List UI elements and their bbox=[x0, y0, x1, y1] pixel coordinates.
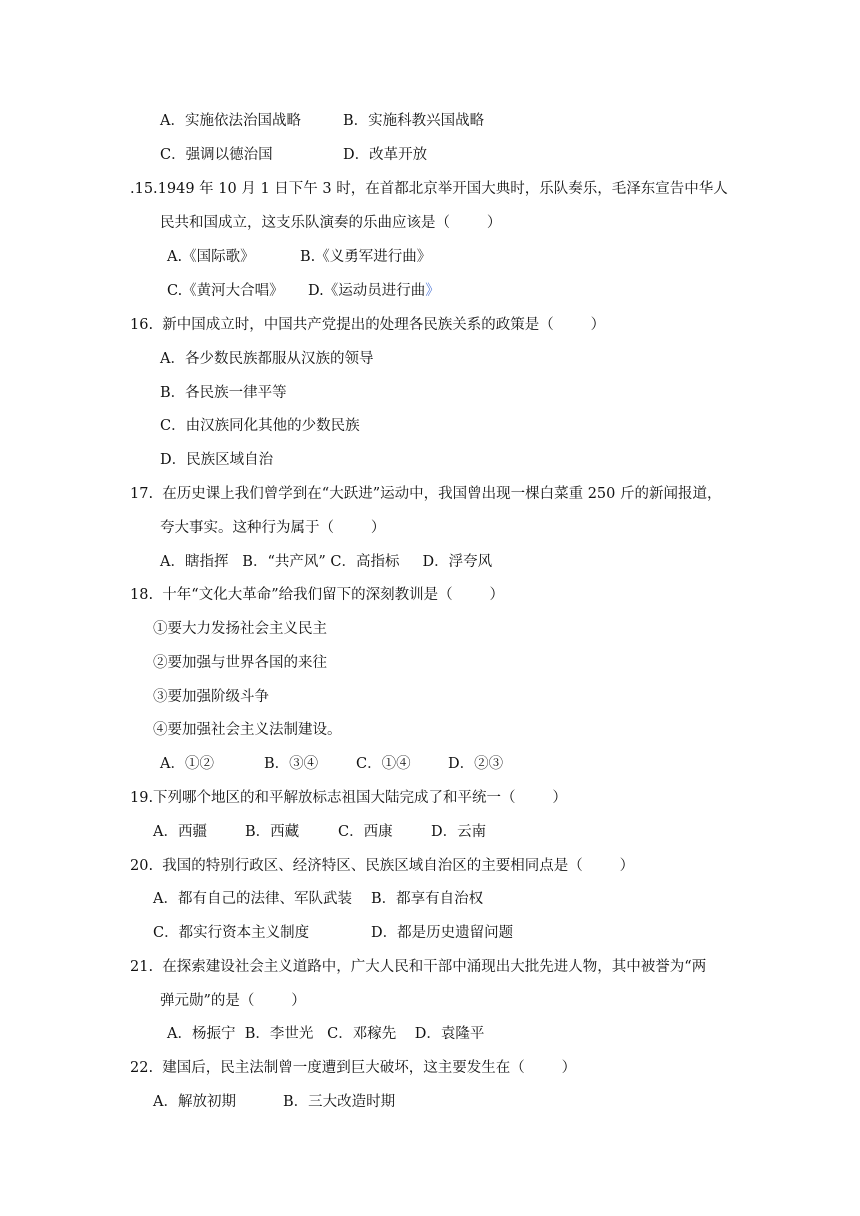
q18-option-a: A．①② bbox=[160, 756, 214, 772]
q22-stem: 22. 建国后，民主法制曾一度遭到巨大破坏，这主要发生在（ ） bbox=[130, 1060, 577, 1076]
q21-options: A．杨振宁 B．李世光 C．邓稼先 D．袁隆平 bbox=[167, 1026, 485, 1042]
q19-option-a: A．西疆 bbox=[153, 824, 207, 840]
q15-option-c: C.《黄河大合唱》 bbox=[167, 283, 284, 299]
q15-stem-line2: 民共和国成立，这支乐队演奏的乐曲应该是（ ） bbox=[160, 215, 502, 231]
q15-stem-line1: .15.1949 年 10 月 1 日下午 3 时，在首都北京举开国大典时，乐队奏乐，毛泽东宣告中华人 bbox=[130, 181, 728, 197]
q15-option-a: A.《国际歌》 bbox=[167, 249, 255, 265]
q19-option-b: B．西藏 bbox=[245, 824, 300, 840]
q19-option-c: C．西康 bbox=[338, 824, 393, 840]
q14-option-d: D．改革开放 bbox=[343, 147, 428, 163]
q18-statement-3: ③要加强阶级斗争 bbox=[153, 689, 269, 705]
q19-stem: 19.下列哪个地区的和平解放标志祖国大陆完成了和平统一（ ） bbox=[130, 790, 567, 806]
q15-option-d bbox=[308, 281, 440, 301]
q16-stem: 16. 新中国成立时，中国共产党提出的处理各民族关系的政策是（ ） bbox=[130, 317, 606, 333]
q21-stem-line2: 弹元勋”的是（ ） bbox=[160, 993, 306, 1009]
q16-option-b: B．各民族一律平等 bbox=[160, 385, 287, 401]
q15-option-d-end: 》 bbox=[425, 283, 440, 299]
q16-option-a: A．各少数民族都服从汉族的领导 bbox=[160, 351, 374, 367]
q18-statement-4: ④要加强社会主义法制建设。 bbox=[153, 722, 342, 738]
q19-option-d: D．云南 bbox=[431, 824, 487, 840]
q17-options: A．瞎指挥 B．“共产风” C．高指标 D．浮夸风 bbox=[160, 554, 493, 570]
q18-option-d: D．②③ bbox=[448, 756, 504, 772]
q20-option-a: A．都有自己的法律、军队武装 bbox=[153, 891, 352, 907]
q20-option-d: D．都是历史遗留问题 bbox=[371, 925, 514, 941]
q18-option-b: B．③④ bbox=[264, 756, 319, 772]
q20-stem: 20. 我国的特别行政区、经济特区、民族区域自治区的主要相同点是（ ） bbox=[130, 858, 635, 874]
q21-stem-line1: 21. 在探索建设社会主义道路中，广大人民和干部中涌现出大批先进人物，其中被誉为“两 bbox=[130, 959, 707, 975]
q14-option-c: C．强调以德治国 bbox=[160, 147, 273, 163]
q20-option-b: B．都享有自治权 bbox=[371, 891, 484, 907]
q18-option-c: C．①④ bbox=[356, 756, 411, 772]
q16-option-d: D．民族区域自治 bbox=[160, 452, 274, 468]
q22-option-a: A．解放初期 bbox=[153, 1094, 236, 1110]
q20-option-c: C．都实行资本主义制度 bbox=[153, 925, 310, 941]
q14-option-a: A．实施依法治国战略 bbox=[160, 113, 301, 129]
q17-stem-line1: 17. 在历史课上我们曾学到在“大跃进”运动中，我国曾出现一棵白菜重 250 斤的新闻报道， bbox=[130, 486, 722, 502]
q22-option-b: B．三大改造时期 bbox=[283, 1094, 396, 1110]
q14-option-b: B．实施科教兴国战略 bbox=[343, 113, 485, 129]
q18-statement-1: ①要大力发扬社会主义民主 bbox=[153, 621, 327, 637]
q16-option-c: C．由汉族同化其他的少数民族 bbox=[160, 418, 360, 434]
q15-option-b: B.《义勇军进行曲》 bbox=[300, 249, 432, 265]
q18-statement-2: ②要加强与世界各国的来往 bbox=[153, 655, 327, 671]
q18-stem: 18. 十年“文化大革命”给我们留下的深刻教训是（ ） bbox=[130, 587, 504, 603]
q15-option-d-text: D.《运动员进行曲 bbox=[308, 283, 426, 299]
q17-stem-line2: 夸大事实。这种行为属于（ ） bbox=[160, 520, 386, 536]
